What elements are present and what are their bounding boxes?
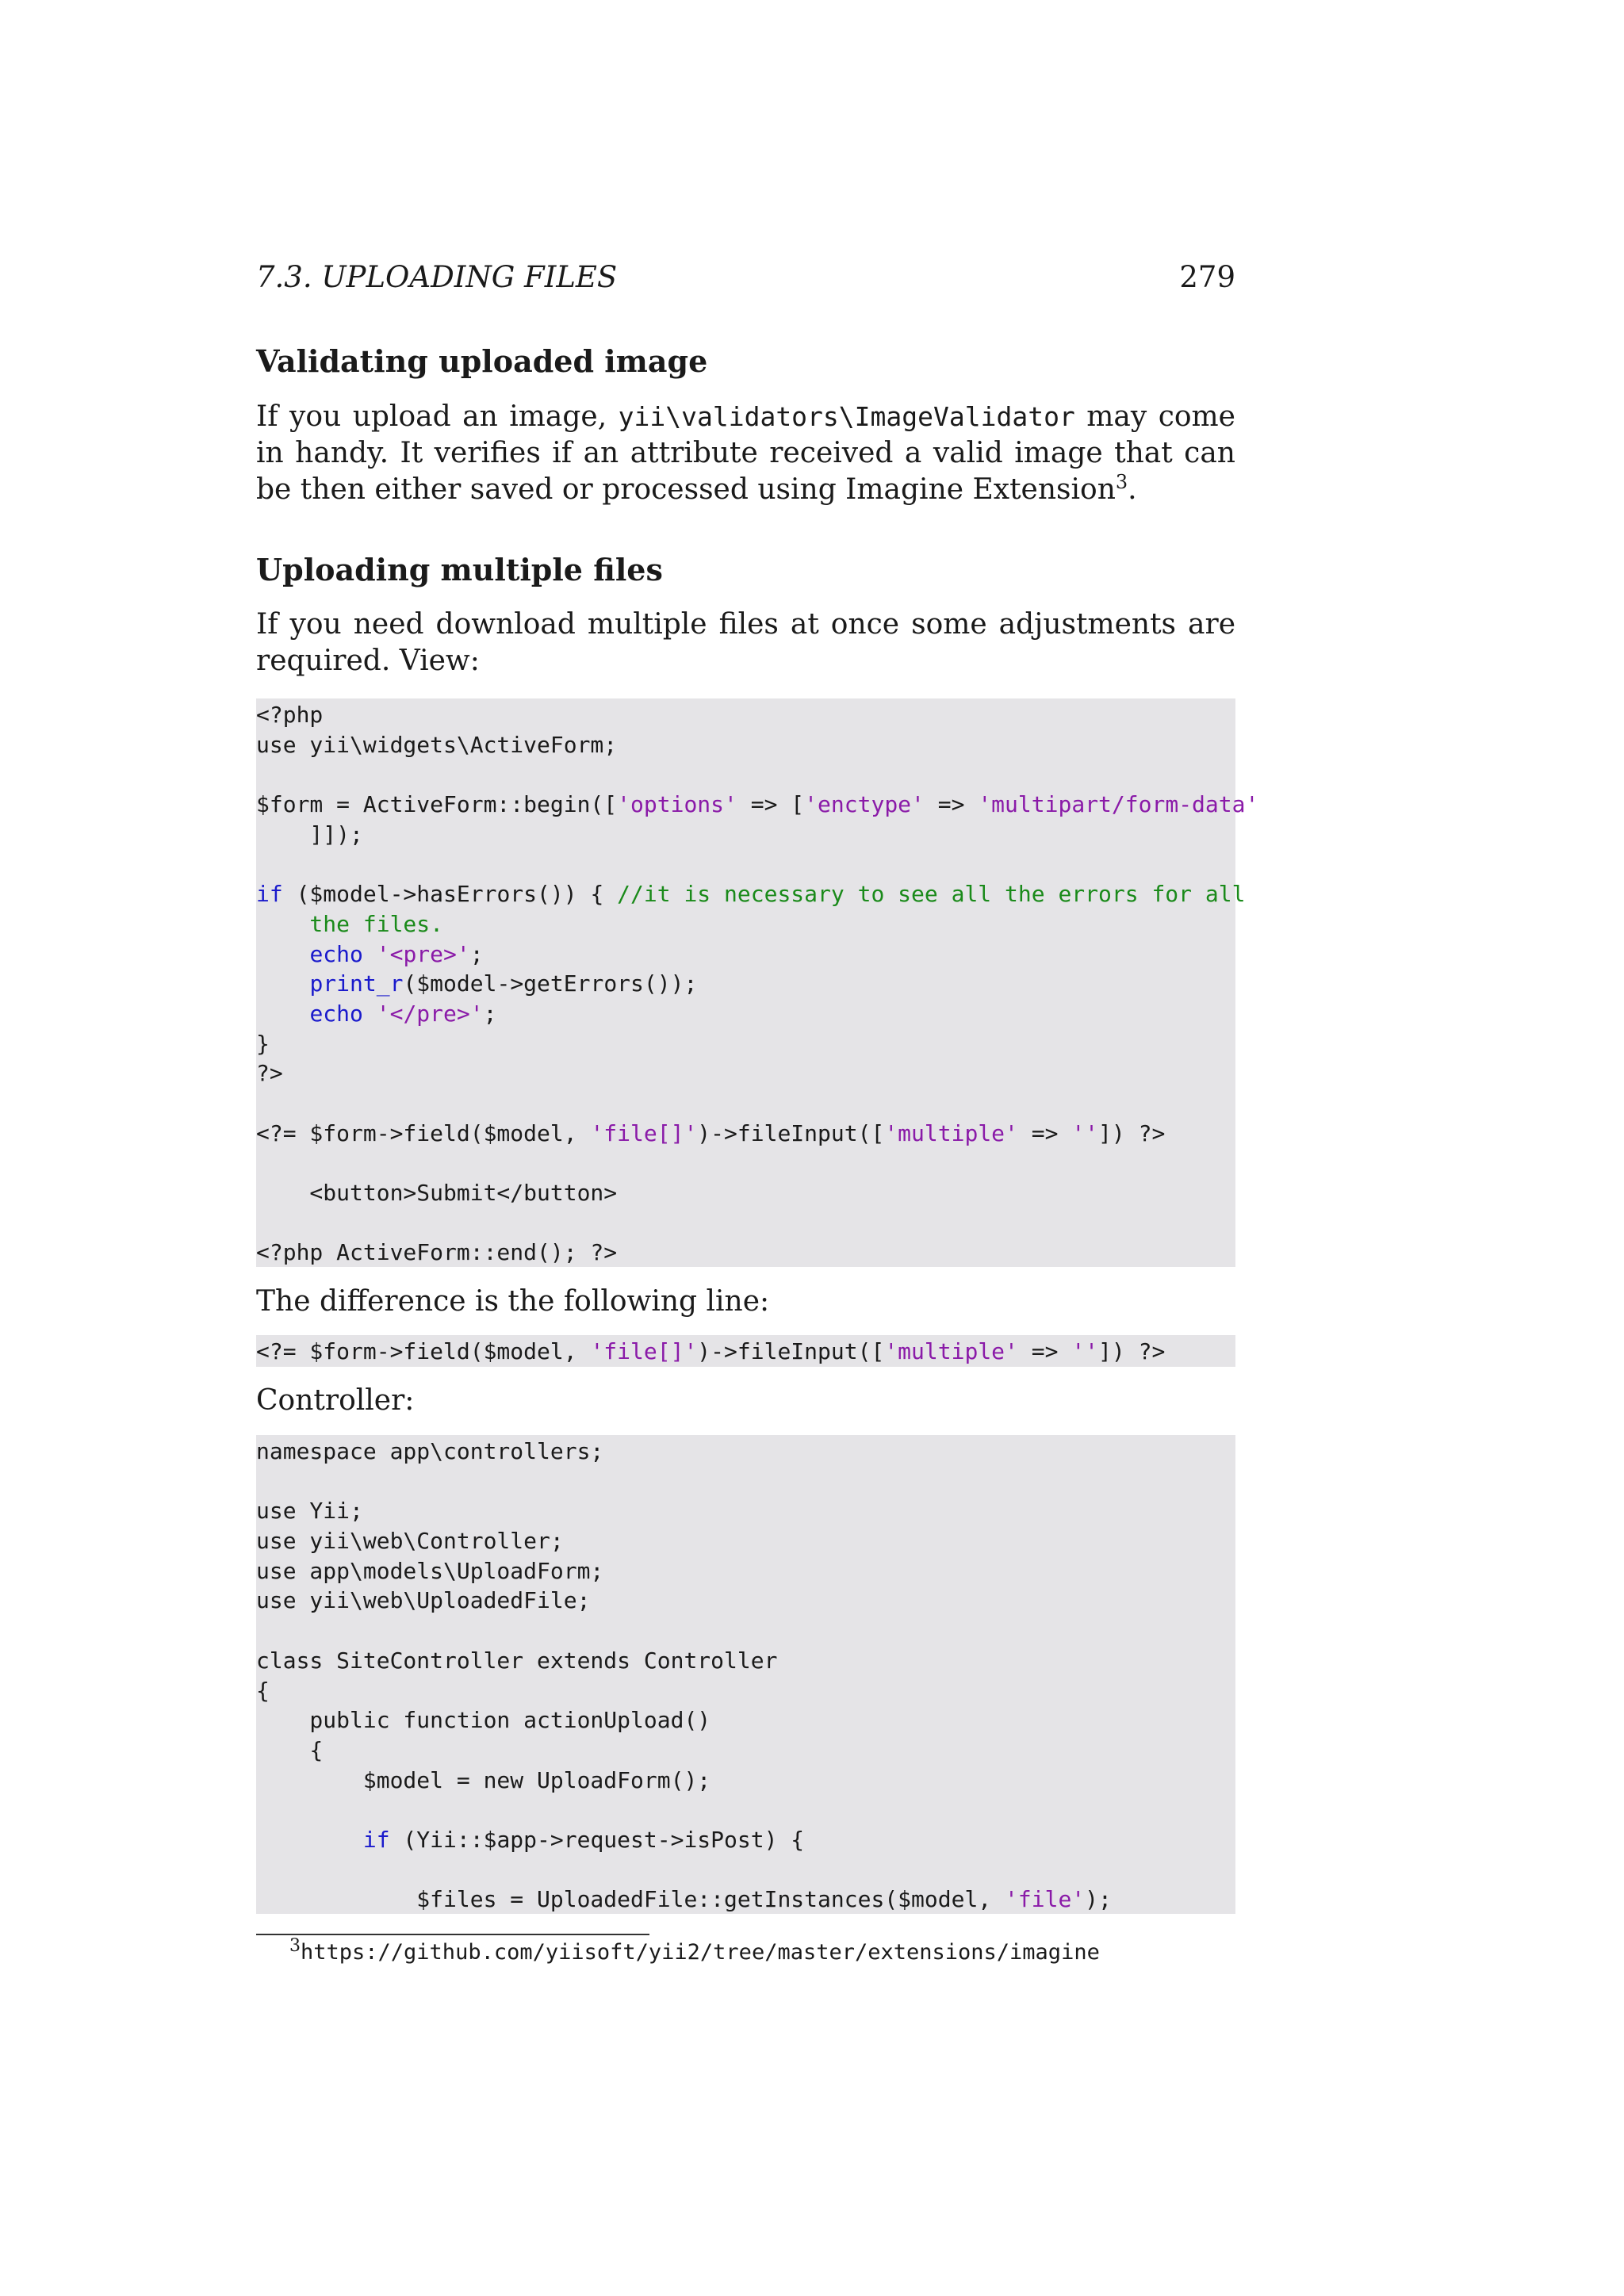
section-title-multiple: Uploading multiple files <box>256 552 663 587</box>
code-text: } <box>256 1030 270 1057</box>
code-line <box>256 999 1235 1029</box>
code-string: '' <box>1071 1338 1099 1364</box>
code-string: 'file[]' <box>590 1338 698 1364</box>
code-string: 'multiple' <box>884 1119 1018 1146</box>
code-line <box>256 790 1259 820</box>
code-text <box>363 1001 377 1027</box>
code-text: => <box>1017 1119 1072 1146</box>
code-text: <?= $form->field($model, <box>256 1338 591 1364</box>
code-text: <?php <box>256 702 324 728</box>
code-text: => [ <box>737 791 805 818</box>
code-text: $form = ActiveForm::begin([ <box>256 791 618 818</box>
code-line <box>256 1586 1235 1616</box>
code-text: $files = UploadedFile::getInstances($model, <box>256 1886 1005 1913</box>
code-line <box>256 1825 1235 1855</box>
code-line <box>256 1885 1235 1915</box>
code-line <box>256 1238 1235 1268</box>
code-text: ]) ?> <box>1098 1119 1166 1146</box>
code-string: 'multiple' <box>884 1338 1018 1364</box>
code-text: => <box>924 791 979 818</box>
code-text: <?php ActiveForm::end(); ?> <box>256 1239 618 1266</box>
code-line <box>256 1526 1235 1556</box>
code-text: { <box>256 1677 270 1704</box>
code-text: use Yii; <box>256 1498 363 1525</box>
code-text <box>363 941 377 967</box>
code-text: ; <box>483 1000 497 1027</box>
code-string: 'file' <box>1005 1886 1086 1913</box>
code-text: )->fileInput([ <box>697 1338 885 1364</box>
code-text: ($model->hasErrors()) { <box>282 881 618 908</box>
code-text: use yii\widgets\ActiveForm; <box>256 731 618 758</box>
code-line <box>256 909 1235 939</box>
code-text: => <box>1017 1338 1072 1364</box>
code-text: ]]); <box>256 821 363 848</box>
footnote <box>289 1937 1100 1969</box>
code-text: )->fileInput([ <box>697 1119 885 1146</box>
code-string: 'options' <box>617 791 737 818</box>
code-text: use yii\web\Controller; <box>256 1528 564 1555</box>
footnote-mark[interactable]: 3 <box>1115 471 1128 493</box>
footnote-number: 3 <box>289 1936 301 1956</box>
section-title-validating: Validating uploaded image <box>256 343 708 379</box>
code-block-view <box>256 698 1259 1267</box>
code-line <box>256 730 1235 760</box>
code-line <box>256 700 1235 730</box>
code-text <box>256 941 309 967</box>
text-run: may come in handy. It verifies if an attribute received a valid image that can be then either saved or processed using Imagine Extension <box>256 400 1235 506</box>
code-line <box>256 1467 1235 1497</box>
code-text: public function actionUpload() <box>256 1707 711 1734</box>
running-header <box>256 258 1235 297</box>
code-line <box>256 1855 1235 1885</box>
text-run: . <box>1128 473 1137 506</box>
code-line <box>256 1735 1235 1766</box>
code-line <box>256 1178 1235 1208</box>
footnote-url[interactable]: https://github.com/yiisoft/yii2/tree/master/extensions/imagine <box>301 1940 1100 1965</box>
code-text: ); <box>1085 1886 1112 1913</box>
code-line <box>256 1496 1235 1526</box>
inline-code: yii\validators\ImageValidator <box>618 401 1075 432</box>
code-text: $model = new UploadForm(); <box>256 1766 711 1793</box>
code-string: 'file[]' <box>590 1119 698 1146</box>
code-text: (Yii::$app->request->isPost) { <box>389 1826 805 1853</box>
code-line <box>256 1556 1235 1586</box>
code-line <box>256 1676 1235 1706</box>
code-text: <?= $form->field($model, <box>256 1119 591 1146</box>
section-heading: 7.3. UPLOADING FILES <box>256 260 618 294</box>
code-line <box>256 1058 1235 1089</box>
code-line <box>256 939 1235 970</box>
code-line <box>256 1337 1235 1367</box>
code-line <box>256 1089 1235 1119</box>
code-keyword: echo <box>309 940 363 967</box>
code-block-controller <box>256 1435 1235 1914</box>
code-line <box>256 1029 1235 1059</box>
code-block-line <box>256 1335 1235 1367</box>
code-text <box>256 1827 363 1853</box>
code-keyword: echo <box>309 1000 363 1027</box>
code-text: ; <box>469 940 484 967</box>
code-keyword: print_r <box>309 970 404 997</box>
code-text <box>256 970 309 997</box>
code-keyword: if <box>256 881 283 908</box>
code-text: ?> <box>256 1060 283 1087</box>
code-line <box>256 1646 1235 1676</box>
code-string: '<pre>' <box>376 940 470 967</box>
code-comment: //it is necessary to see all the errors for all <box>617 881 1246 908</box>
code-text: namespace app\controllers; <box>256 1438 604 1464</box>
code-text: use app\models\UploadForm; <box>256 1557 604 1584</box>
code-line <box>256 1119 1235 1149</box>
code-line <box>256 820 1235 850</box>
code-line <box>256 1148 1235 1178</box>
label-controller: Controller: <box>256 1384 415 1417</box>
code-text: <button>Submit</button> <box>256 1180 618 1206</box>
code-line <box>256 849 1235 879</box>
code-text: { <box>256 1736 324 1763</box>
code-string: '' <box>1071 1119 1099 1146</box>
footnote-rule <box>256 1934 649 1935</box>
code-line <box>256 1705 1235 1735</box>
paragraph-validating <box>256 399 1235 508</box>
code-text <box>256 1001 309 1027</box>
code-comment: the files. <box>256 910 444 937</box>
code-line <box>256 1766 1235 1796</box>
code-text: ($model->getErrors()); <box>403 970 698 997</box>
code-string: '</pre>' <box>376 1000 484 1027</box>
page-number: 279 <box>1179 260 1235 294</box>
code-line <box>256 760 1235 790</box>
code-line <box>256 969 1235 999</box>
code-line <box>256 1616 1235 1646</box>
code-line <box>256 1795 1235 1825</box>
code-string: 'multipart/form-data' <box>978 791 1259 818</box>
paragraph-difference: The difference is the following line: <box>256 1285 770 1318</box>
code-keyword: if <box>362 1826 390 1853</box>
code-line <box>256 1437 1235 1467</box>
code-text: class SiteController extends Controller <box>256 1647 778 1674</box>
code-line <box>256 879 1246 909</box>
code-text: use yii\web\UploadedFile; <box>256 1587 591 1614</box>
text-run: If you upload an image, <box>256 400 619 433</box>
code-string: 'enctype' <box>804 791 925 818</box>
code-line <box>256 1208 1235 1238</box>
paragraph-multiple-intro: If you need download multiple files at once some adjustments are required. View: <box>256 608 1235 677</box>
code-text: ]) ?> <box>1098 1338 1166 1364</box>
